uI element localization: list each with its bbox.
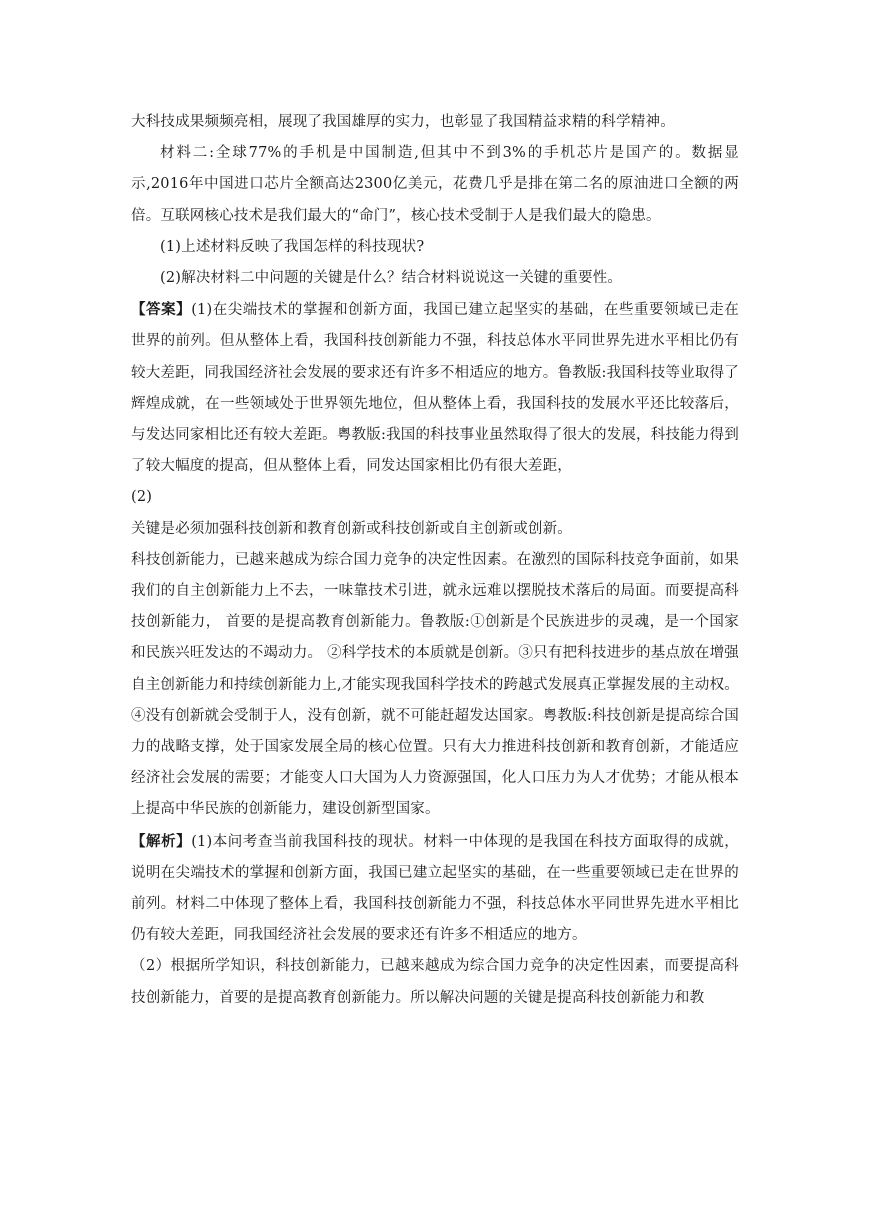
analysis-part-one [131,826,739,952]
answer-part-two-number: (2) [131,489,153,506]
answer-part-one-text: (1)在尖端技术的掌握和创新方面，我国已建立起坚实的基础，在些重要领域已走在世界的前列。但从整体上看，我国科技创新能力不强，科技总体水平同世界先进水平相比仍有较大差距，同我国经济社会发展的要求还有许多不相适应的地方。鲁教版:我国科技等业取得了辉煌成就，在一些领域处于世界领先地位，但从整体上看，我国科技的发展水平还比较落后，与发达同家相比还有较大差距。粤教版:我国的科技事业虽然取得了很大的发展，科技能力得到了较大幅度的提高，但从整体上看，同发达国家相比仍有很大差距， [131,302,739,475]
answer-part-one [131,294,739,482]
question-two: (2)解决材料二中问题的关键是什么？结合材料说说这一关键的重要性。 [160,270,623,287]
carryover-line: 大科技成果频频亮相，展现了我国雄厚的实力，也彰显了我国精益求精的科学精神。 [131,114,675,130]
answer-part-two-key: 关键是必须加强科技创新和教育创新或科技创新或自主创新或创新。 [131,520,572,537]
material-two-paragraph: 材料二:全球77%的手机是中国制造,但其中不到3%的手机芯片是国产的。数据显示,2016年中国进口芯片全额高达2300亿美元，花费几乎是排在第二名的原油进口全额的两倍。互联网核心技术是我们最大的“命门”，核心技术受制于人是我们最大的隐患。 [131,145,739,224]
question-one: (1)上述材料反映了我国怎样的科技现状? [160,238,425,255]
analysis-label: 【解析】 [131,832,192,850]
analysis-part-two: （2）根据所学知识，科技创新能力，已越来越成为综合国力竞争的决定性因素，而要提高科技创新能力，首要的是提高教育创新能力。所以解决问题的关键是提高科技创新能力和教 [131,958,739,1006]
analysis-part-one-text: (1)本问考查当前我国科技的现状。材料一中体现的是我国在科技方面取得的成就，说明在尖端技术的掌握和创新方面，我国已建立起坚实的基础，在一些重要领域已走在世界的前列。材料二中体现了整体上看，我国科技创新能力不强，科技总体水平同世界先进水平相比仍有较大差距，同我国经济社会发展的要求还有许多不相适应的地方。 [131,833,739,944]
answer-part-two-body: 科技创新能力，已越来越成为综合国力竞争的决定性因素。在激烈的国际科技竞争面前，如果我们的自主创新能力上不去，一味靠技术引进，就永远难以摆脱技术落后的局面。而要提高科技创新能力， 首要的是提高教育创新能力。鲁教版:①创新是个民族进步的灵魂，是一个国家和民族兴旺发达的不竭动力。 ②科学技术的本质就是创新。③只有把科技进步的基点放在增强自主创新能力和持续创新能力上,才能实现我国科学技术的跨越式发展真正掌握发展的主动权。④没有创新就会受制于人，没有创新，就不可能赶超发达国家。粤教版:科技创新是提高综合国力的战略支撑，处于国家发展全局的核心位置。只有大力推进科技创新和教育创新，才能适应经济社会发展的需要；才能变人口大国为人力资源强国，化人口压力为人才优势；才能从根本上提高中华民族的创新能力，建设创新型国家。 [131,551,739,818]
document-body [131,107,739,1014]
answer-label: 【答案】 [131,301,192,319]
